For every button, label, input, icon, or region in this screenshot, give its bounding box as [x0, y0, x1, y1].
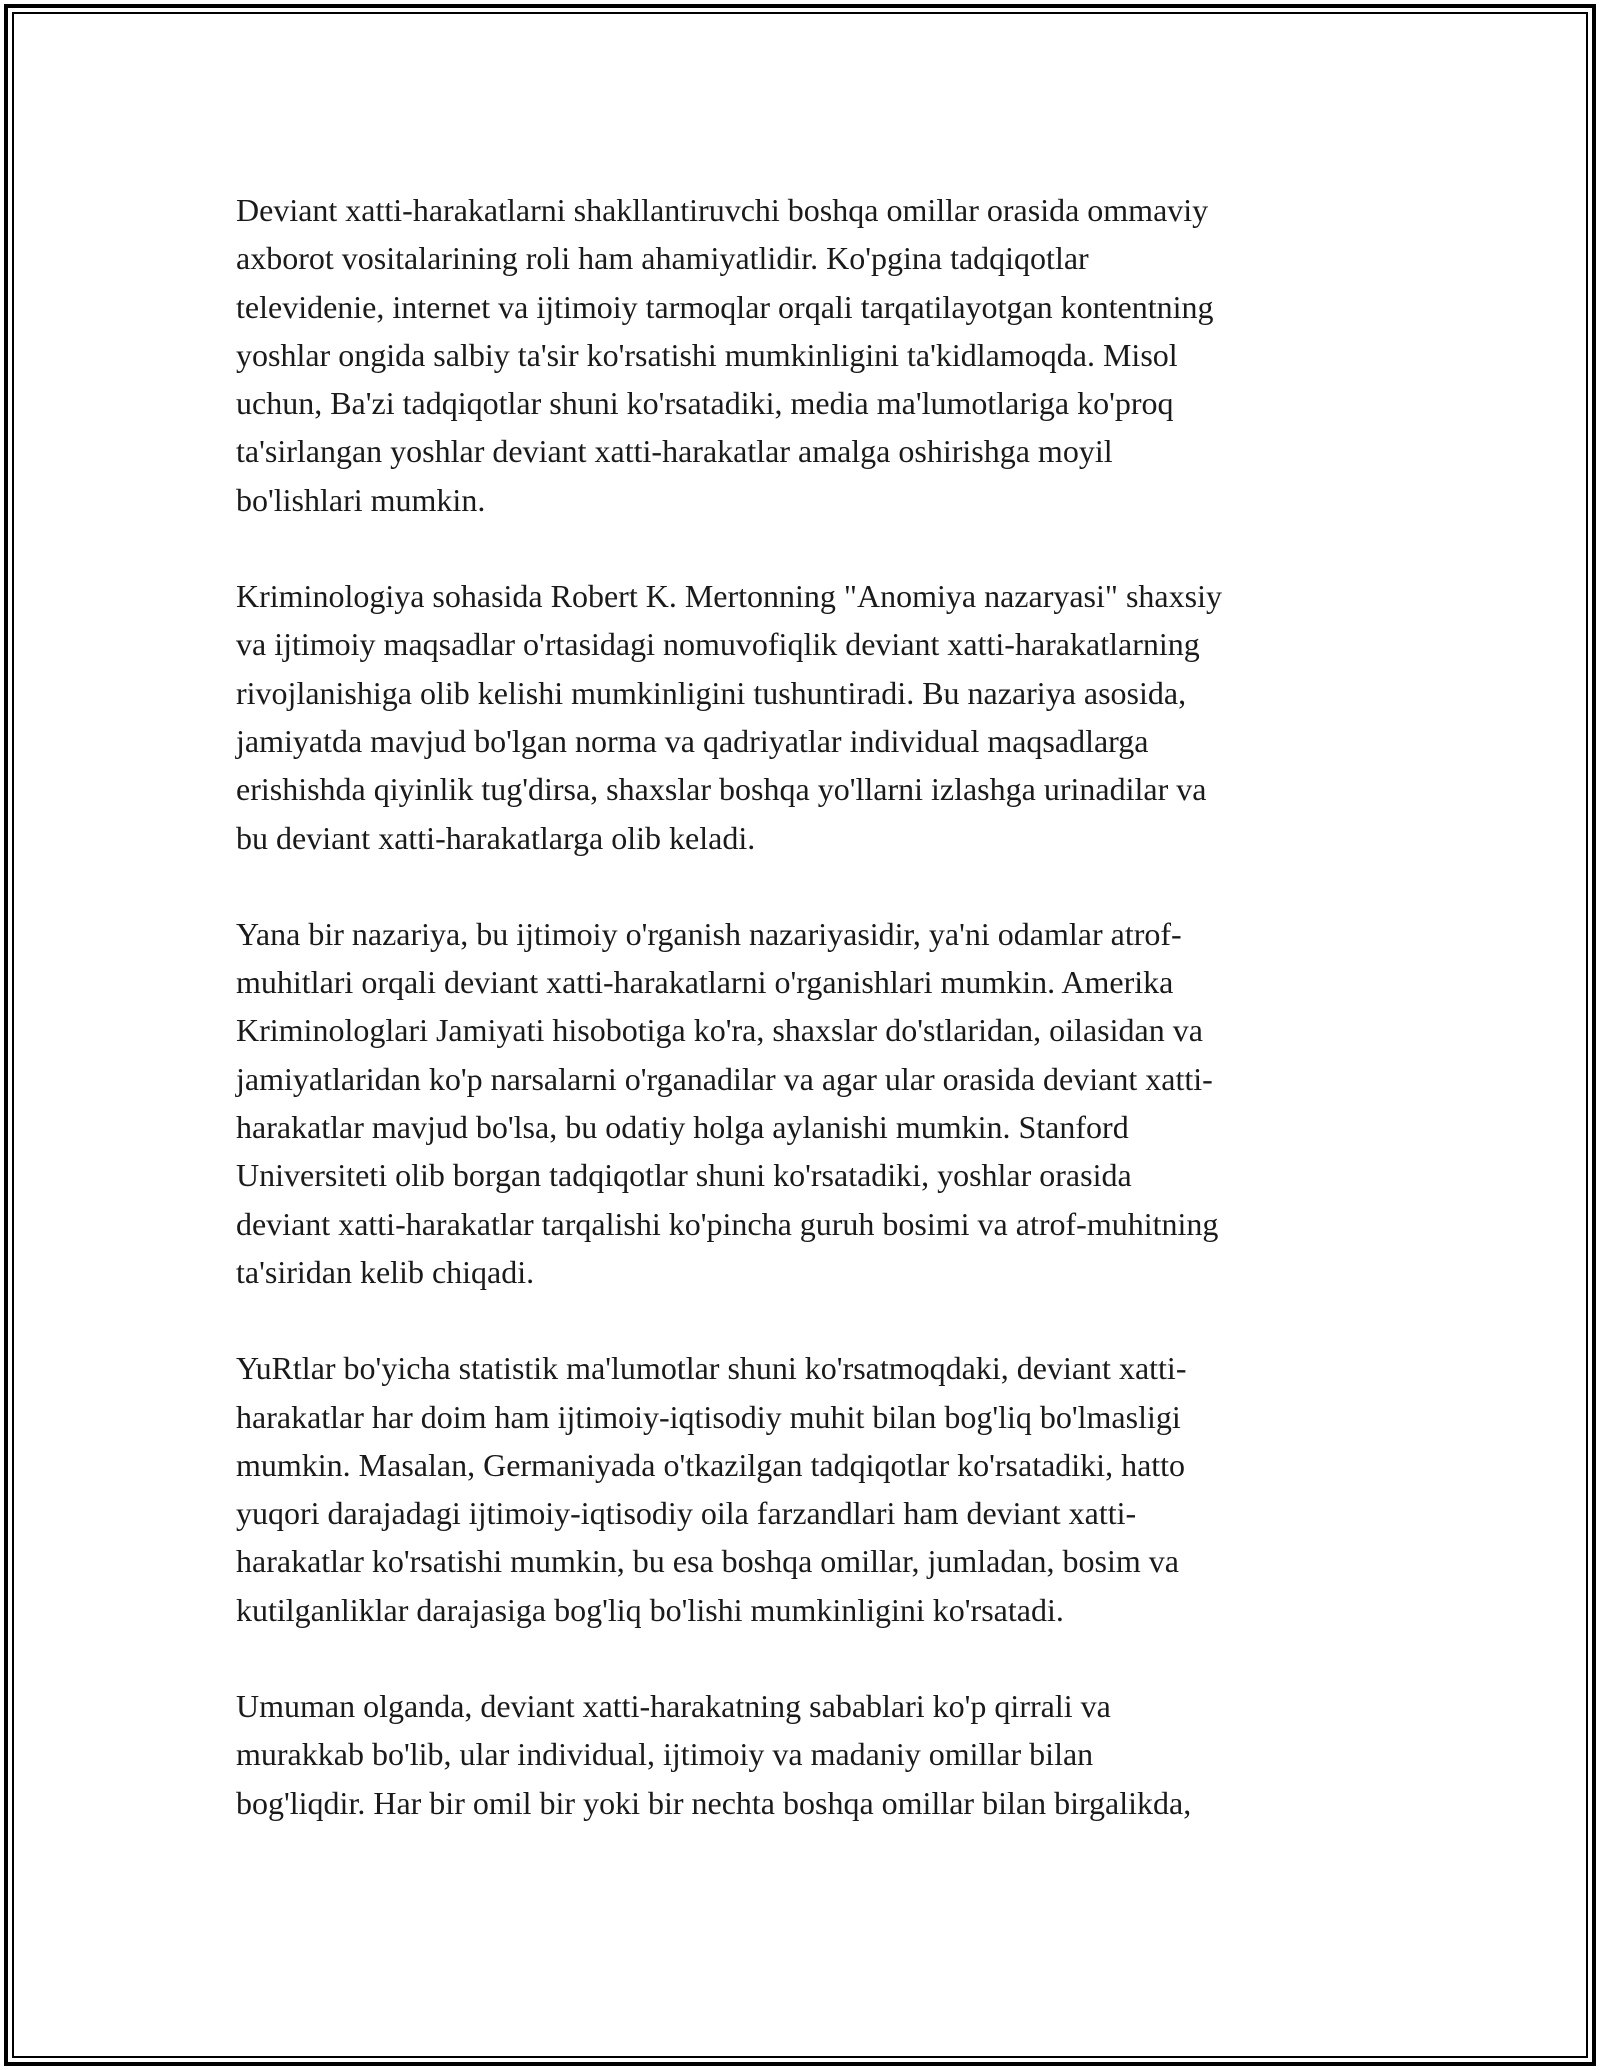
paragraph-statistics: YuRtlar bo'yicha statistik ma'lumotlar shuni ko'rsatmoqdaki, deviant xatti- harakatlar har doim ham ijtimoiy-iqtisodiy muhit bilan bog'liq bo'lmasligi mumkin. Masalan, Germaniyada o'tkazilgan tadqiqotlar ko'rsatadiki, hatto yuqori darajadagi ijtimoiy-iqtisodiy oila farzandlari ham deviant xatti- harakatlar ko'rsatishi mumkin, bu esa boshqa omillar, jumladan, bosim va kutilganliklar darajasiga bog'liq bo'lishi mumkinligini ko'rsatadi. [236, 1350, 1187, 1628]
paragraph-media-influence: Deviant xatti-harakatlarni shakllantiruvchi boshqa omillar orasida ommaviy axborot vositalarining roli ham ahamiyatlidir. Ko'pgina tadqiqotlar televidenie, internet va ijtimoiy tarmoqlar orqali tarqatilayotgan kontentning yoshlar ongida salbiy ta'sir ko'rsatishi mumkinligini ta'kidlamoqda. Misol uchun, Ba'zi tadqiqotlar shuni ko'rsatadiki, media ma'lumotlariga ko'proq ta'sirlangan yoshlar deviant xatti-harakatlar amalga oshirishga moyil bo'lishlari mumkin. [236, 192, 1214, 518]
document-body [236, 186, 1386, 1875]
paragraph-social-learning-theory: Yana bir nazariya, bu ijtimoiy o'rganish nazariyasidir, ya'ni odamlar atrof- muhitlari orqali deviant xatti-harakatlarni o'rganishlari mumkin. Amerika Kriminologlari Jamiyati hisobotiga ko'ra, shaxslar do'stlaridan, oilasidan va jamiyatlaridan ko'p narsalarni o'rganadilar va agar ular orasida deviant xatti- harakatlar mavjud bo'lsa, bu odatiy holga aylanishi mumkin. Stanford Universiteti olib borgan tadqiqotlar shuni ko'rsatadiki, yoshlar orasida deviant xatti-harakatlar tarqalishi ko'pincha guruh bosimi va atrof-muhitning ta'siridan kelib chiqadi. [236, 915, 1219, 1290]
paragraph-conclusion: Umuman olganda, deviant xatti-harakatning sabablari ko'p qirrali va murakkab bo'lib, ular individual, ijtimoiy va madaniy omillar bilan bog'liqdir. Har bir omil bir yoki bir nechta boshqa omillar bilan birgalikda, [236, 1688, 1192, 1821]
paragraph-anomie-theory: Kriminologiya sohasida Robert K. Mertonning "Anomiya nazaryasi" shaxsiy va ijtimoiy maqsadlar o'rtasidagi nomuvofiqlik deviant xatti-harakatlarning rivojlanishiga olib kelishi mumkinligini tushuntiradi. Bu nazariya asosida, jamiyatda mavjud bo'lgan norma va qadriyatlar individual maqsadlarga erishishda qiyinlik tug'dirsa, shaxslar boshqa yo'llarni izlashga urinadilar va bu deviant xatti-harakatlarga olib keladi. [236, 578, 1222, 856]
